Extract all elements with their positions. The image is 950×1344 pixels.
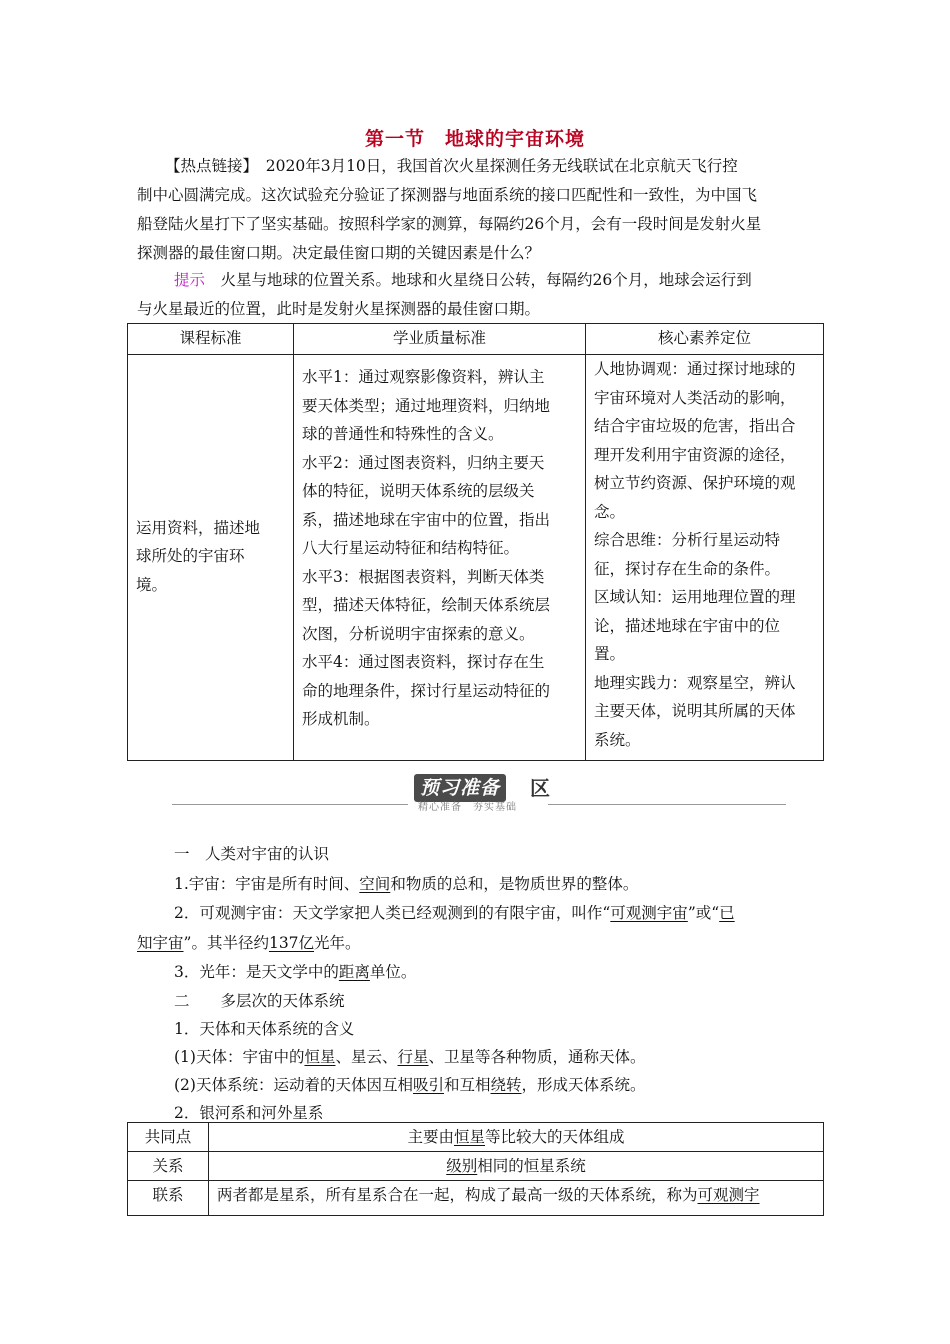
blank-answer: 可观测宇宙 xyxy=(610,904,688,922)
hint-line-2: 与火星最近的位置，此时是发射火星探测器的最佳窗口期。 xyxy=(137,300,541,318)
section-2 xyxy=(137,987,817,1127)
curriculum-line: 境。 xyxy=(136,575,168,594)
hot-link-paragraph xyxy=(137,152,817,268)
literacy-line: 论，描述地球在宇宙中的位 xyxy=(594,616,781,635)
literacy-line: 区域认知：运用地理位置的理 xyxy=(594,588,796,606)
blank-answer: 137亿 xyxy=(268,933,315,952)
blank-answer: 绕转 xyxy=(490,1076,522,1094)
quality-line: 次图，分析说明宇宙探索的意义。 xyxy=(302,624,535,643)
literacy-line: 人地协调观：通过探讨地球的 xyxy=(594,360,796,378)
quality-line: 水平1：通过观察影像资料，辨认主 xyxy=(302,368,545,386)
blank-answer: 级别 xyxy=(446,1157,478,1175)
section-2-heading: 二 多层次的天体系统 xyxy=(174,992,345,1010)
header-curriculum: 课程标准 xyxy=(128,324,294,355)
quality-line: 水平4：通过图表资料，探讨存在生 xyxy=(302,653,545,671)
hot-link-line-1: 【热点链接】 2020年3月10日，我国首次火星探测任务无线联试在北京航天飞行控 xyxy=(165,157,738,175)
row-label-connection: 联系 xyxy=(128,1181,209,1216)
hint-label: 提示 xyxy=(174,271,206,289)
curriculum-line: 球所处的宇宙环 xyxy=(136,547,245,566)
quality-line: 形成机制。 xyxy=(302,710,380,728)
blank-answer: 已 xyxy=(719,904,735,922)
cell-curriculum xyxy=(128,355,294,761)
blank-answer: 距离 xyxy=(338,963,370,981)
universe-definition: 1.宇宙：宇宙是所有时间、空间和物质的总和，是物质世界的整体。 xyxy=(174,874,639,893)
hot-link-line-4: 探测器的最佳窗口期。决定最佳窗口期的关键因素是什么？ xyxy=(137,244,541,262)
quality-line: 球的普通性和特殊性的含义。 xyxy=(302,425,504,443)
literacy-line: 综合思维：分析行星运动特 xyxy=(594,531,781,549)
blank-answer: 可观测宇 xyxy=(697,1186,760,1204)
literacy-line: 理开发利用宇宙资源的途径， xyxy=(594,445,796,464)
section-1-heading: 一 人类对宇宙的认识 xyxy=(174,845,330,863)
page-title: 第一节 地球的宇宙环境 xyxy=(364,128,585,150)
literacy-line: 主要天体，说明其所属的天体 xyxy=(594,702,796,720)
hint-line-1: 提示 火星与地球的位置关系。地球和火星绕日公转，每隔约26个月，地球会运行到 xyxy=(174,271,752,289)
cell-literacy xyxy=(586,355,824,761)
blank-answer: 空间 xyxy=(359,874,391,893)
quality-line: 命的地理条件，探讨行星运动特征的 xyxy=(302,681,551,700)
row-value-common: 主要由恒星等比较大的天体组成 xyxy=(209,1123,824,1152)
banner-title: 预习准备 xyxy=(414,774,506,802)
observable-universe-line-1: 2．可观测宇宙：天文学家把人类已经观测到的有限宇宙，叫作“可观测宇宙”或“已 xyxy=(174,904,735,922)
quality-line: 水平3：根据图表资料，判断天体类 xyxy=(302,567,545,586)
hot-link-label: 【热点链接】 xyxy=(165,157,251,175)
celestial-body-definition: (1)天体：宇宙中的恒星、星云、行星、卫星等各种物质，通称天体。 xyxy=(174,1048,646,1066)
hot-link-line-3: 船登陆火星打下了坚实基础。按照科学家的测算，每隔约26个月，会有一段时间是发射火星 xyxy=(137,215,762,233)
literacy-line: 地理实践力：观察星空，辨认 xyxy=(594,673,796,692)
row-value-relation: 级别相同的恒星系统 xyxy=(209,1152,824,1181)
literacy-line: 树立节约资源、保护环境的观 xyxy=(594,474,796,492)
literacy-line: 念。 xyxy=(594,502,626,521)
row-label-common: 共同点 xyxy=(128,1123,209,1152)
blank-answer: 知宇宙 xyxy=(137,933,184,952)
hot-link-line-2: 制中心圆满完成。这次试验充分验证了探测器与地面系统的接口匹配性和一致性，为中国飞 xyxy=(137,186,758,204)
hint-paragraph xyxy=(137,266,817,324)
literacy-line: 置。 xyxy=(594,645,626,663)
quality-line: 系，描述地球在宇宙中的位置，指出 xyxy=(302,510,551,529)
header-quality: 学业质量标准 xyxy=(294,324,586,355)
blank-answer: 吸引 xyxy=(412,1076,444,1094)
blank-answer: 行星 xyxy=(397,1048,429,1066)
cell-quality xyxy=(294,355,586,761)
curriculum-line: 运用资料，描述地 xyxy=(136,518,261,537)
row-label-relation: 关系 xyxy=(128,1152,209,1181)
galaxy-table xyxy=(127,1122,824,1216)
observable-universe-line-2: 知宇宙”。其半径约137亿光年。 xyxy=(137,933,361,952)
section-1 xyxy=(137,840,817,988)
banner-rule-left xyxy=(172,804,408,805)
header-literacy: 核心素养定位 xyxy=(586,324,824,355)
row-value-connection: 两者都是星系，所有星系合在一起，构成了最高一级的天体系统，称为可观测宇 xyxy=(209,1181,824,1216)
light-year-definition: 3．光年：是天文学中的距离单位。 xyxy=(174,963,417,981)
quality-line: 型，描述天体特征，绘制天体系统层 xyxy=(302,596,551,614)
banner-rule-right xyxy=(548,804,786,805)
literacy-line: 系统。 xyxy=(594,730,641,749)
quality-line: 要天体类型；通过地理资料，归纳地 xyxy=(302,396,551,415)
section-banner xyxy=(172,768,786,818)
quality-line: 体的特征，说明天体系统的层级关 xyxy=(302,482,535,500)
quality-line: 八大行星运动特征和结构特征。 xyxy=(302,539,520,557)
blank-answer: 恒星 xyxy=(304,1048,336,1066)
literacy-line: 结合宇宙垃圾的危害，指出合 xyxy=(594,417,796,435)
celestial-system-definition: (2)天体系统：运动着的天体因互相吸引和互相绕转，形成天体系统。 xyxy=(174,1076,646,1094)
quality-line: 水平2：通过图表资料，归纳主要天 xyxy=(302,453,545,472)
blank-answer: 恒星 xyxy=(453,1128,485,1146)
literacy-line: 征，探讨存在生命的条件。 xyxy=(594,559,781,578)
banner-subtitle: 精心准备 夯实基础 xyxy=(418,802,517,813)
section-2-sub-2: 2．银河系和河外星系 xyxy=(174,1104,324,1122)
standards-table xyxy=(127,323,824,761)
literacy-line: 宇宙环境对人类活动的影响， xyxy=(594,388,796,407)
banner-suffix: 区 xyxy=(530,776,550,800)
section-2-sub-1: 1．天体和天体系统的含义 xyxy=(174,1020,355,1038)
